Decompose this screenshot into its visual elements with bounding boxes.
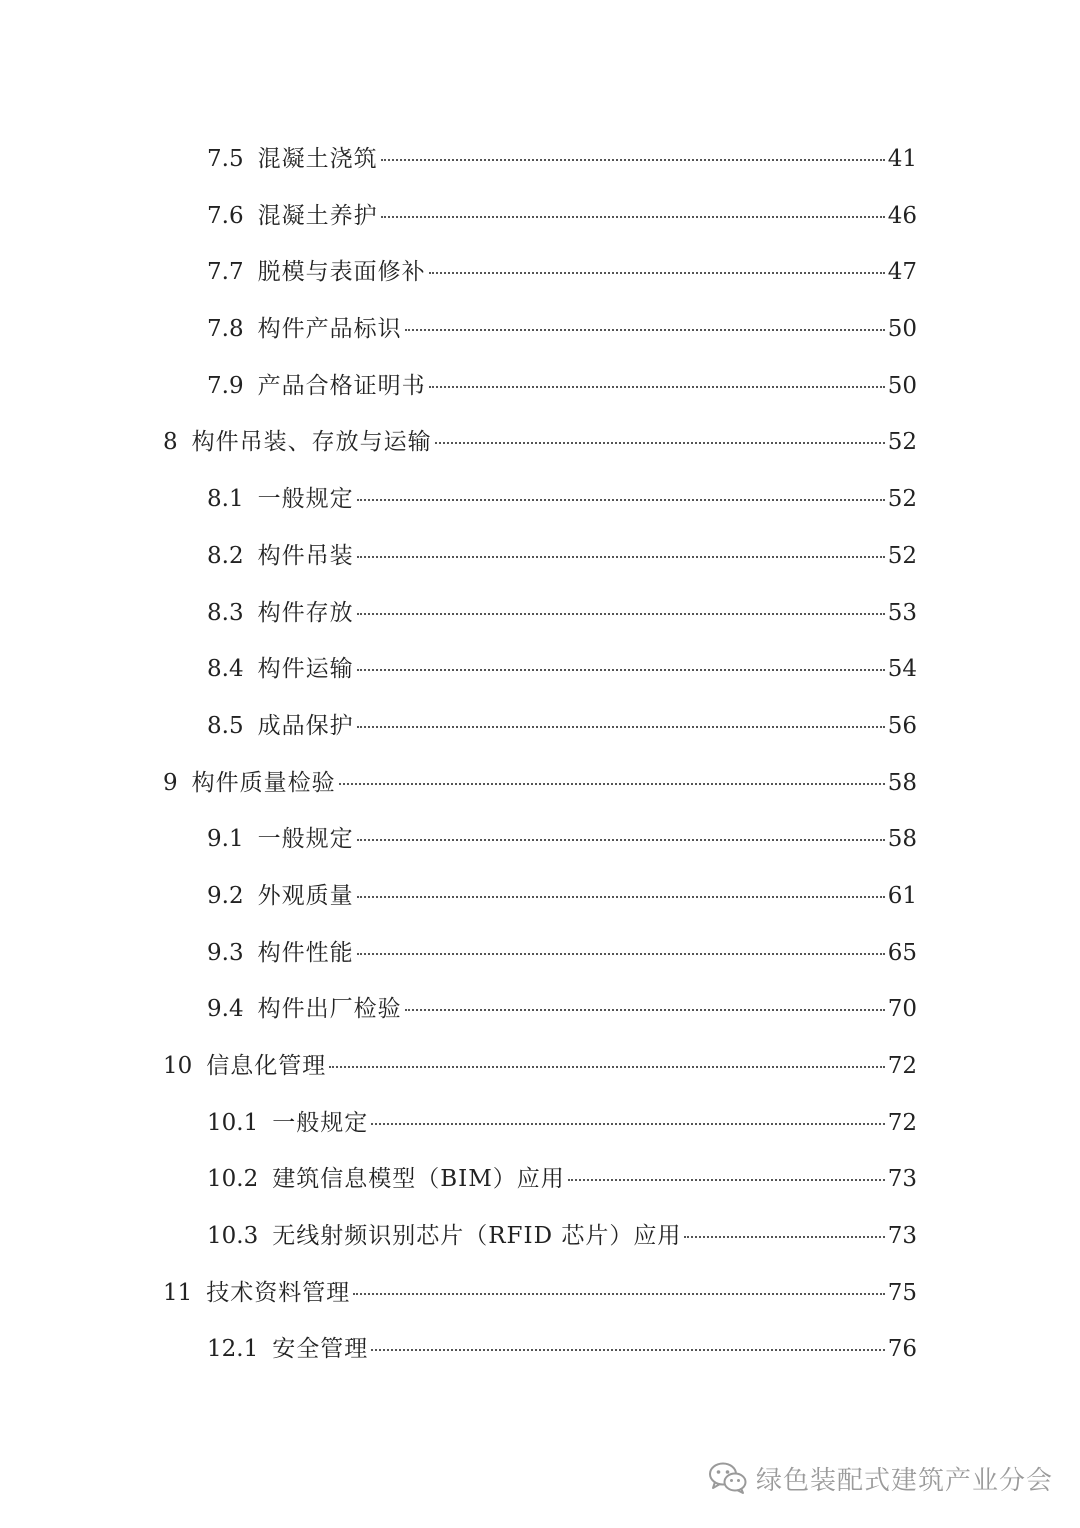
toc-entry-page-number: 76: [887, 1336, 917, 1363]
toc-entry-page-number: 75: [887, 1279, 917, 1306]
toc-dot-leader: [435, 442, 885, 444]
toc-entry-number: 8.2: [207, 542, 244, 569]
toc-section-row: [0, 528, 1080, 585]
toc-entry-number: 12.1: [207, 1336, 259, 1363]
toc-section-row: [0, 1208, 1080, 1265]
toc-dot-leader: [429, 386, 885, 388]
toc-entry-title: 信息化管理: [206, 1053, 327, 1079]
toc-entry-title: 构件性能: [257, 939, 354, 966]
toc-entry-title: 建筑信息模型（BIM）应用: [272, 1166, 565, 1193]
toc-chapter-row: [0, 1265, 1080, 1322]
toc-entry-page-number: 58: [887, 826, 917, 853]
toc-entry-title: 构件产品标识: [257, 316, 402, 343]
toc-entry-title: 一般规定: [257, 826, 354, 853]
toc-entry-page-number: 58: [887, 769, 917, 796]
watermark-text: 绿色装配式建筑产业分会: [756, 1465, 1054, 1496]
toc-section-row: [0, 471, 1080, 528]
table-of-contents: [0, 131, 1080, 1378]
toc-entry-number: 7.6: [207, 202, 244, 229]
toc-chapter-row: [0, 1038, 1080, 1095]
toc-entry-title: 成品保护: [257, 712, 354, 739]
toc-section-row: [0, 698, 1080, 755]
toc-section-row: [0, 358, 1080, 415]
toc-entry-number: 9.4: [207, 996, 244, 1023]
toc-entry-page-number: 72: [887, 1109, 917, 1136]
toc-chapter-row: [0, 414, 1080, 471]
toc-entry-title: 构件吊装、存放与运输: [191, 429, 432, 456]
toc-entry-number: 7.5: [207, 146, 244, 172]
toc-entry-page-number: 73: [887, 1166, 917, 1193]
toc-entry-title: 外观质量: [257, 882, 354, 909]
toc-entry-page-number: 52: [887, 486, 917, 513]
toc-entry-title: 构件质量检验: [191, 769, 336, 796]
toc-section-row: [0, 244, 1080, 301]
toc-entry-title: 混凝土浇筑: [257, 146, 378, 172]
toc-entry-title: 脱模与表面修补: [257, 259, 426, 286]
toc-section-row: [0, 585, 1080, 642]
toc-entry-number: 8.1: [207, 486, 244, 513]
toc-dot-leader: [371, 1349, 885, 1351]
toc-dot-leader: [329, 1066, 884, 1068]
toc-entry-title: 构件出厂检验: [257, 996, 402, 1023]
toc-entry-number: 8.3: [207, 599, 244, 626]
toc-dot-leader: [357, 726, 885, 728]
toc-dot-leader: [405, 329, 885, 331]
toc-entry-title: 无线射频识别芯片（RFID 芯片）应用: [272, 1223, 682, 1250]
toc-entry-number: 10.1: [207, 1109, 259, 1136]
toc-entry-page-number: 54: [887, 656, 917, 683]
toc-entry-page-number: 65: [887, 939, 917, 966]
toc-entry-page-number: 61: [887, 882, 917, 909]
toc-entry-page-number: 41: [887, 146, 917, 172]
toc-section-row: [0, 925, 1080, 982]
toc-entry-page-number: 52: [887, 542, 917, 569]
toc-dot-leader: [568, 1179, 885, 1181]
toc-entry-number: 10.3: [207, 1223, 259, 1250]
toc-dot-leader: [381, 159, 885, 161]
toc-entry-title: 一般规定: [272, 1109, 369, 1136]
toc-entry-page-number: 73: [887, 1223, 917, 1250]
toc-entry-number: 7.9: [207, 372, 244, 399]
toc-section-row: [0, 641, 1080, 698]
toc-dot-leader: [353, 1293, 884, 1295]
toc-entry-title: 构件运输: [257, 656, 354, 683]
toc-entry-title: 混凝土养护: [257, 202, 378, 229]
toc-entry-number: 10.2: [207, 1166, 259, 1193]
toc-entry-page-number: 50: [887, 316, 917, 343]
toc-dot-leader: [357, 839, 885, 841]
toc-dot-leader: [429, 272, 885, 274]
toc-entry-number: 9: [163, 769, 178, 796]
toc-section-row: [0, 868, 1080, 925]
toc-entry-title: 产品合格证明书: [257, 372, 426, 399]
toc-dot-leader: [357, 669, 885, 671]
toc-entry-number: 9.1: [207, 826, 244, 853]
toc-dot-leader: [357, 499, 885, 501]
toc-section-row: [0, 1151, 1080, 1208]
toc-entry-number: 7.7: [207, 259, 244, 286]
toc-dot-leader: [357, 953, 885, 955]
toc-dot-leader: [371, 1123, 885, 1125]
toc-dot-leader: [357, 556, 885, 558]
toc-entry-number: 9.2: [207, 882, 244, 909]
wechat-icon: [708, 1461, 748, 1495]
toc-dot-leader: [684, 1236, 884, 1238]
toc-entry-page-number: 72: [887, 1053, 917, 1079]
toc-entry-number: 8.4: [207, 656, 244, 683]
toc-dot-leader: [357, 613, 885, 615]
toc-dot-leader: [339, 783, 885, 785]
toc-entry-title: 一般规定: [257, 486, 354, 513]
toc-section-row: [0, 301, 1080, 358]
toc-entry-title: 安全管理: [272, 1336, 369, 1363]
toc-entry-number: 8: [163, 429, 178, 456]
toc-entry-page-number: 50: [887, 372, 917, 399]
toc-section-row: [0, 131, 1080, 188]
toc-entry-page-number: 70: [887, 996, 917, 1023]
toc-entry-title: 构件存放: [257, 599, 354, 626]
toc-chapter-row: [0, 755, 1080, 812]
toc-entry-number: 11: [163, 1279, 193, 1306]
toc-entry-number: 7.8: [207, 316, 244, 343]
toc-entry-page-number: 47: [887, 259, 917, 286]
toc-entry-page-number: 56: [887, 712, 917, 739]
toc-entry-page-number: 52: [887, 429, 917, 456]
toc-section-row: [0, 1321, 1080, 1378]
toc-dot-leader: [405, 1009, 885, 1011]
toc-entry-page-number: 53: [887, 599, 917, 626]
toc-section-row: [0, 981, 1080, 1038]
toc-entry-title: 构件吊装: [257, 542, 354, 569]
toc-entry-number: 9.3: [207, 939, 244, 966]
watermark: [708, 1456, 1053, 1500]
toc-section-row: [0, 188, 1080, 245]
toc-section-row: [0, 1095, 1080, 1152]
toc-entry-number: 10: [163, 1053, 193, 1079]
toc-dot-leader: [381, 216, 885, 218]
toc-dot-leader: [357, 896, 885, 898]
toc-entry-page-number: 46: [887, 202, 917, 229]
toc-entry-number: 8.5: [207, 712, 244, 739]
toc-entry-title: 技术资料管理: [206, 1279, 351, 1306]
toc-section-row: [0, 811, 1080, 868]
